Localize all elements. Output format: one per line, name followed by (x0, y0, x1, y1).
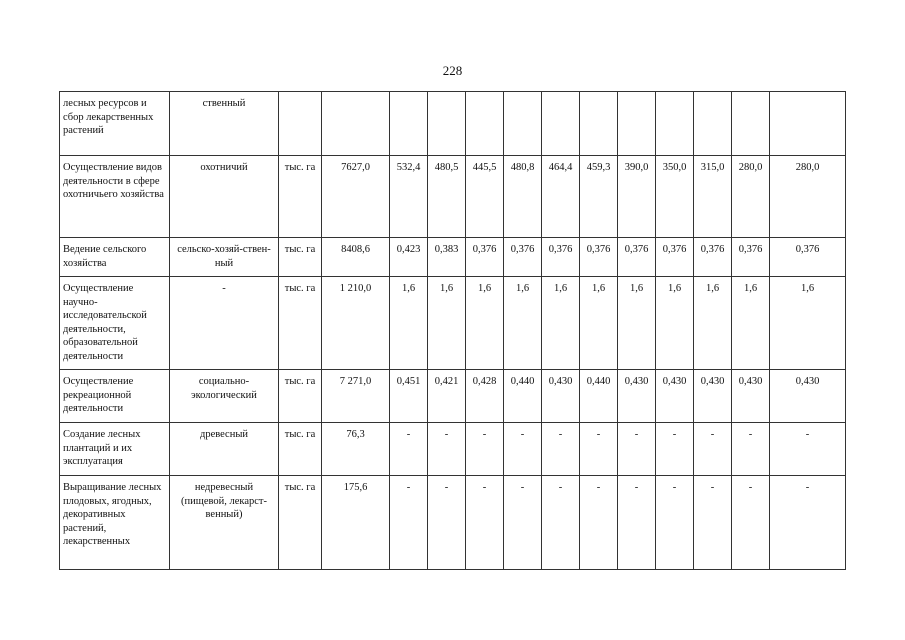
year-value-cell (656, 92, 694, 156)
table-row (60, 277, 846, 370)
year-value-cell: - (580, 423, 618, 476)
resource-type-cell: социально-экологический (170, 370, 279, 423)
resource-type-cell: древесный (170, 423, 279, 476)
year-value-cell: - (390, 476, 428, 570)
year-value-cell: 1,6 (618, 277, 656, 370)
year-value-cell: 0,430 (694, 370, 732, 423)
year-value-cell (390, 92, 428, 156)
year-value-cell: - (618, 476, 656, 570)
year-value-cell: 480,8 (504, 156, 542, 238)
year-value-cell: 0,376 (656, 238, 694, 277)
year-value-cell: 480,5 (428, 156, 466, 238)
year-value-cell: 350,0 (656, 156, 694, 238)
year-value-cell: 315,0 (694, 156, 732, 238)
year-value-cell: 0,376 (618, 238, 656, 277)
year-value-cell: 280,0 (770, 156, 846, 238)
year-value-cell: 1,6 (732, 277, 770, 370)
total-area-cell: 175,6 (322, 476, 390, 570)
resource-type-cell: сельско-хозяй-ствен-ный (170, 238, 279, 277)
year-value-cell (580, 92, 618, 156)
year-value-cell: 0,383 (428, 238, 466, 277)
year-value-cell (618, 92, 656, 156)
activity-name-cell: лесных ресурсов и сбор лекарственных растений (60, 92, 170, 156)
year-value-cell (466, 92, 504, 156)
year-value-cell: 1,6 (656, 277, 694, 370)
year-value-cell: 1,6 (466, 277, 504, 370)
total-area-cell: 7 271,0 (322, 370, 390, 423)
year-value-cell: 1,6 (694, 277, 732, 370)
year-value-cell (504, 92, 542, 156)
year-value-cell: 0,421 (428, 370, 466, 423)
total-area-cell: 8408,6 (322, 238, 390, 277)
year-value-cell (428, 92, 466, 156)
year-value-cell: 0,430 (770, 370, 846, 423)
year-value-cell: - (770, 476, 846, 570)
activity-name-cell: Создание лесных плантаций и их эксплуатация (60, 423, 170, 476)
year-value-cell: 0,430 (618, 370, 656, 423)
total-area-cell: 76,3 (322, 423, 390, 476)
year-value-cell: 445,5 (466, 156, 504, 238)
year-value-cell: - (466, 423, 504, 476)
year-value-cell: 1,6 (390, 277, 428, 370)
year-value-cell: 0,376 (466, 238, 504, 277)
forest-use-table (59, 91, 846, 570)
activity-name-cell: Осуществление видов деятельности в сфере охотничьего хозяйства (60, 156, 170, 238)
year-value-cell: 1,6 (580, 277, 618, 370)
year-value-cell: 0,376 (732, 238, 770, 277)
unit-cell: тыс. га (279, 277, 322, 370)
year-value-cell: 0,376 (580, 238, 618, 277)
year-value-cell: - (694, 423, 732, 476)
year-value-cell: - (504, 476, 542, 570)
unit-cell: тыс. га (279, 238, 322, 277)
year-value-cell: 0,440 (580, 370, 618, 423)
year-value-cell: - (732, 423, 770, 476)
table-row (60, 476, 846, 570)
year-value-cell: - (656, 476, 694, 570)
year-value-cell: 0,376 (770, 238, 846, 277)
year-value-cell (732, 92, 770, 156)
table-row (60, 156, 846, 238)
activity-name-cell: Выращивание лесных плодовых, ягодных, декоративных растений, лекарственных (60, 476, 170, 570)
year-value-cell: 0,376 (542, 238, 580, 277)
activity-name-cell: Осуществление научно-исследовательской деятельности, образовательной деятельности (60, 277, 170, 370)
year-value-cell: 0,430 (656, 370, 694, 423)
year-value-cell (770, 92, 846, 156)
year-value-cell: - (466, 476, 504, 570)
year-value-cell: - (580, 476, 618, 570)
total-area-cell: 7627,0 (322, 156, 390, 238)
total-area-cell: 1 210,0 (322, 277, 390, 370)
year-value-cell: 0,376 (504, 238, 542, 277)
year-value-cell: 464,4 (542, 156, 580, 238)
resource-type-cell: - (170, 277, 279, 370)
resource-type-cell: недревесный (пищевой, лекарст-венный) (170, 476, 279, 570)
year-value-cell: - (618, 423, 656, 476)
year-value-cell: 0,376 (694, 238, 732, 277)
year-value-cell: 459,3 (580, 156, 618, 238)
year-value-cell: 0,430 (732, 370, 770, 423)
unit-cell: тыс. га (279, 476, 322, 570)
year-value-cell: - (542, 476, 580, 570)
year-value-cell: - (656, 423, 694, 476)
year-value-cell: 0,428 (466, 370, 504, 423)
table-row (60, 370, 846, 423)
table-row (60, 92, 846, 156)
year-value-cell: - (428, 476, 466, 570)
unit-cell: тыс. га (279, 370, 322, 423)
activity-name-cell: Осуществление рекреационной деятельности (60, 370, 170, 423)
unit-cell (279, 92, 322, 156)
year-value-cell: 0,423 (390, 238, 428, 277)
table-row (60, 423, 846, 476)
year-value-cell: - (694, 476, 732, 570)
year-value-cell: 1,6 (428, 277, 466, 370)
year-value-cell: - (390, 423, 428, 476)
year-value-cell: 390,0 (618, 156, 656, 238)
year-value-cell: 1,6 (504, 277, 542, 370)
year-value-cell: 280,0 (732, 156, 770, 238)
resource-type-cell: охотничий (170, 156, 279, 238)
activity-name-cell: Ведение сельского хозяйства (60, 238, 170, 277)
year-value-cell: - (428, 423, 466, 476)
total-area-cell (322, 92, 390, 156)
year-value-cell: 0,440 (504, 370, 542, 423)
year-value-cell: 532,4 (390, 156, 428, 238)
year-value-cell: 1,6 (770, 277, 846, 370)
year-value-cell: - (542, 423, 580, 476)
year-value-cell: 0,451 (390, 370, 428, 423)
year-value-cell: 0,430 (542, 370, 580, 423)
unit-cell: тыс. га (279, 156, 322, 238)
year-value-cell: - (770, 423, 846, 476)
year-value-cell: - (732, 476, 770, 570)
year-value-cell: - (504, 423, 542, 476)
year-value-cell (694, 92, 732, 156)
year-value-cell (542, 92, 580, 156)
unit-cell: тыс. га (279, 423, 322, 476)
resource-type-cell: ственный (170, 92, 279, 156)
table-row (60, 238, 846, 277)
page-number: 228 (442, 63, 463, 78)
year-value-cell: 1,6 (542, 277, 580, 370)
